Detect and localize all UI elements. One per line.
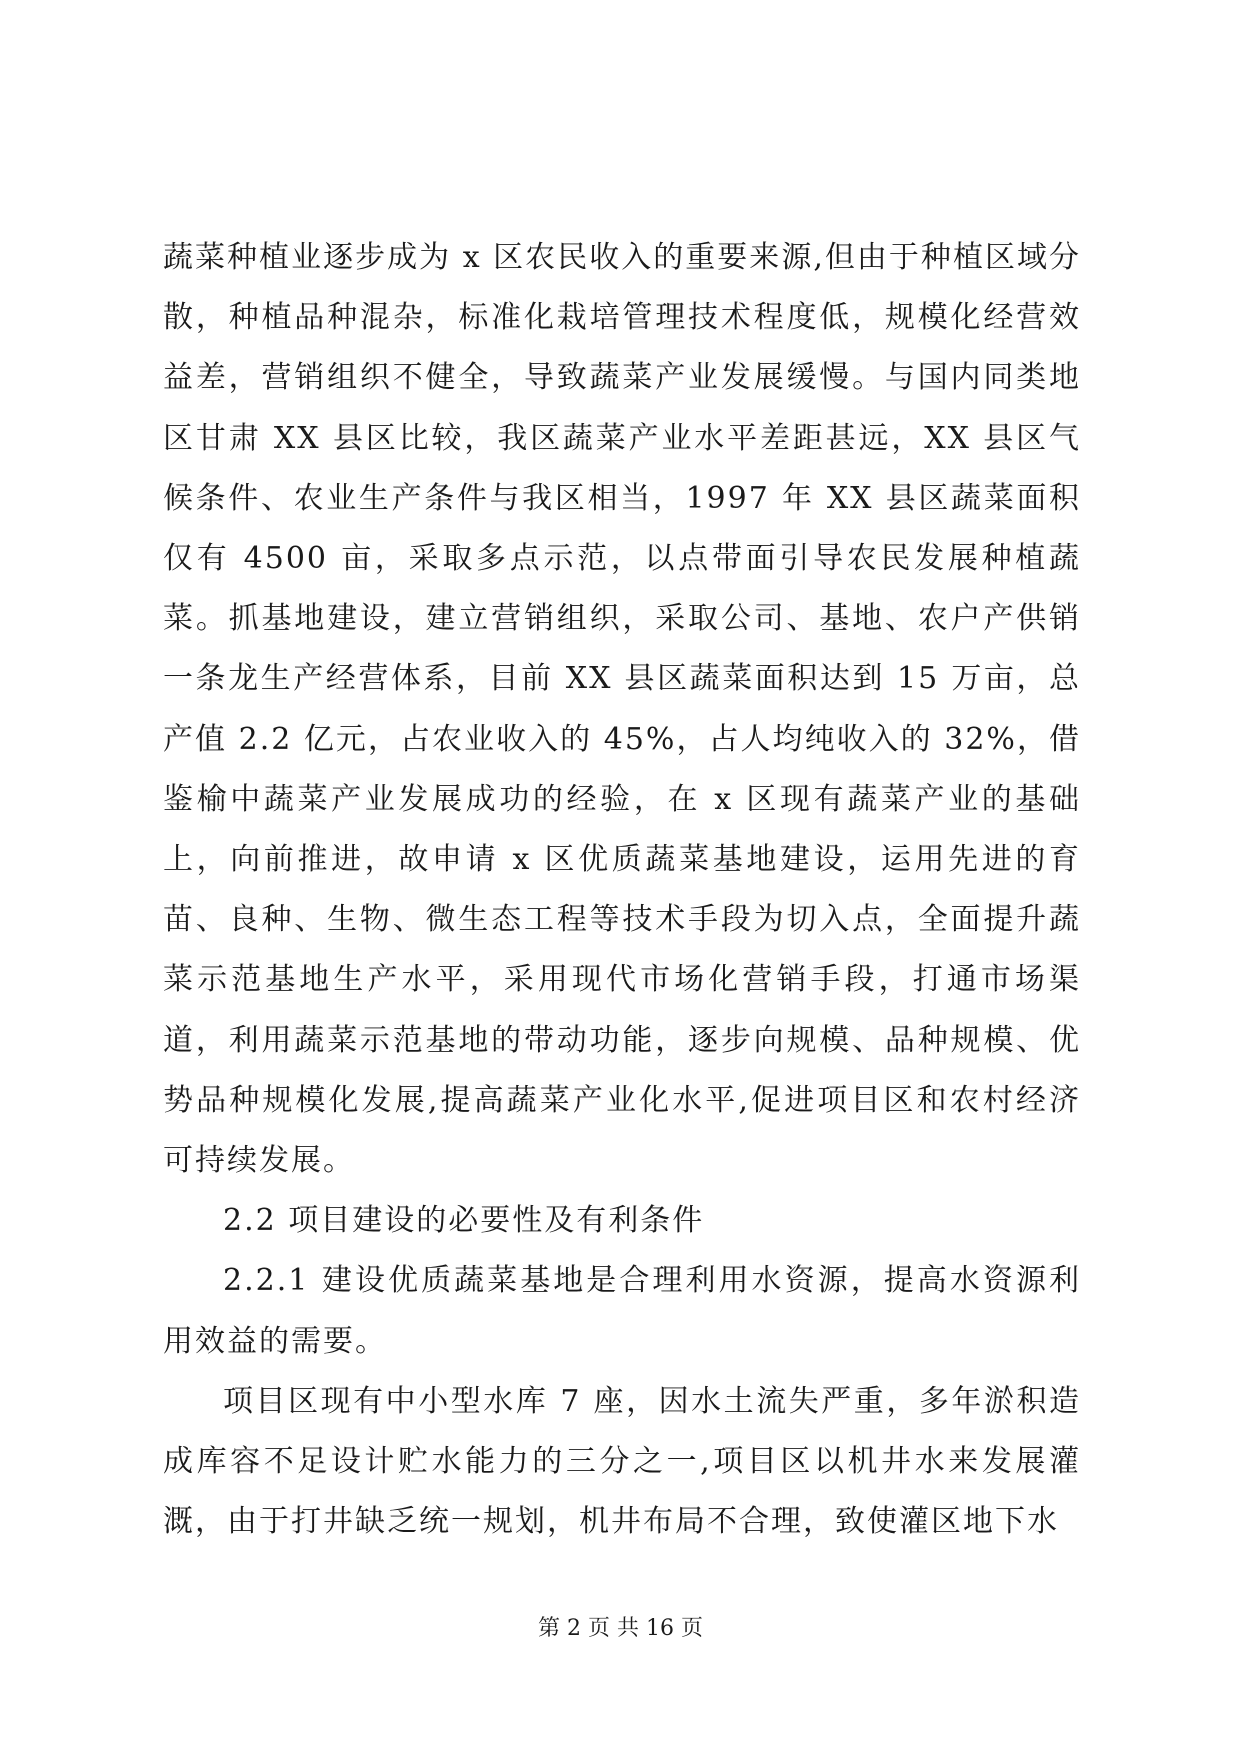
paragraph-intro: 蔬菜种植业逐步成为 x 区农民收入的重要来源,但由于种植区域分散，种植品种混杂，标准化栽培管理技术程度低，规模化经营效益差，营销组织不健全，导致蔬菜产业发展缓慢。与国内同类地区甘肃 XX 县区比较，我区蔬菜产业水平差距甚远，XX 县区气候条件、农业生产条件与我区相当，1997 年 XX 县区蔬菜面积仅有 4500 亩，采取多点示范，以点带面引导农民发展种植蔬菜。抓基地建设，建立营销组织，采取公司、基地、农户产供销一条龙生产经营体系，目前 XX 县区蔬菜面积达到 15 万亩，总产值 2.2 亿元，占农业收入的 45%，占人均纯收入的 32%，借鉴榆中蔬菜产业发展成功的经验，在 x 区现有蔬菜产业的基础上，向前推进，故申请 x 区优质蔬菜基地建设，运用先进的育苗、良种、生物、微生态工程等技术手段为切入点，全面提升蔬菜示范基地生产水平，采用现代市场化营销手段，打通市场渠道，利用蔬菜示范基地的带动功能，逐步向规模、品种规模、优势品种规模化发展,提高蔬菜产业化水平,促进项目区和农村经济可持续发展。: [163, 240, 1081, 1179]
document-body: [163, 228, 1081, 1552]
subsection-heading-2-2-1: 2.2.1 建设优质蔬菜基地是合理利用水资源，提高水资源利用效益的需要。: [163, 1263, 1081, 1359]
section-heading-2-2: 2.2 项目建设的必要性及有利条件: [223, 1203, 705, 1239]
paragraph-reservoir: 项目区现有中小型水库 7 座，因水土流失严重，多年淤积造成库容不足设计贮水能力的三分之一,项目区以机井水来发展灌溉，由于打井缺乏统一规划，机井布局不合理，致使灌区地下水: [163, 1383, 1081, 1540]
page-number-footer: 第 2 页 共 16 页: [538, 1616, 703, 1641]
